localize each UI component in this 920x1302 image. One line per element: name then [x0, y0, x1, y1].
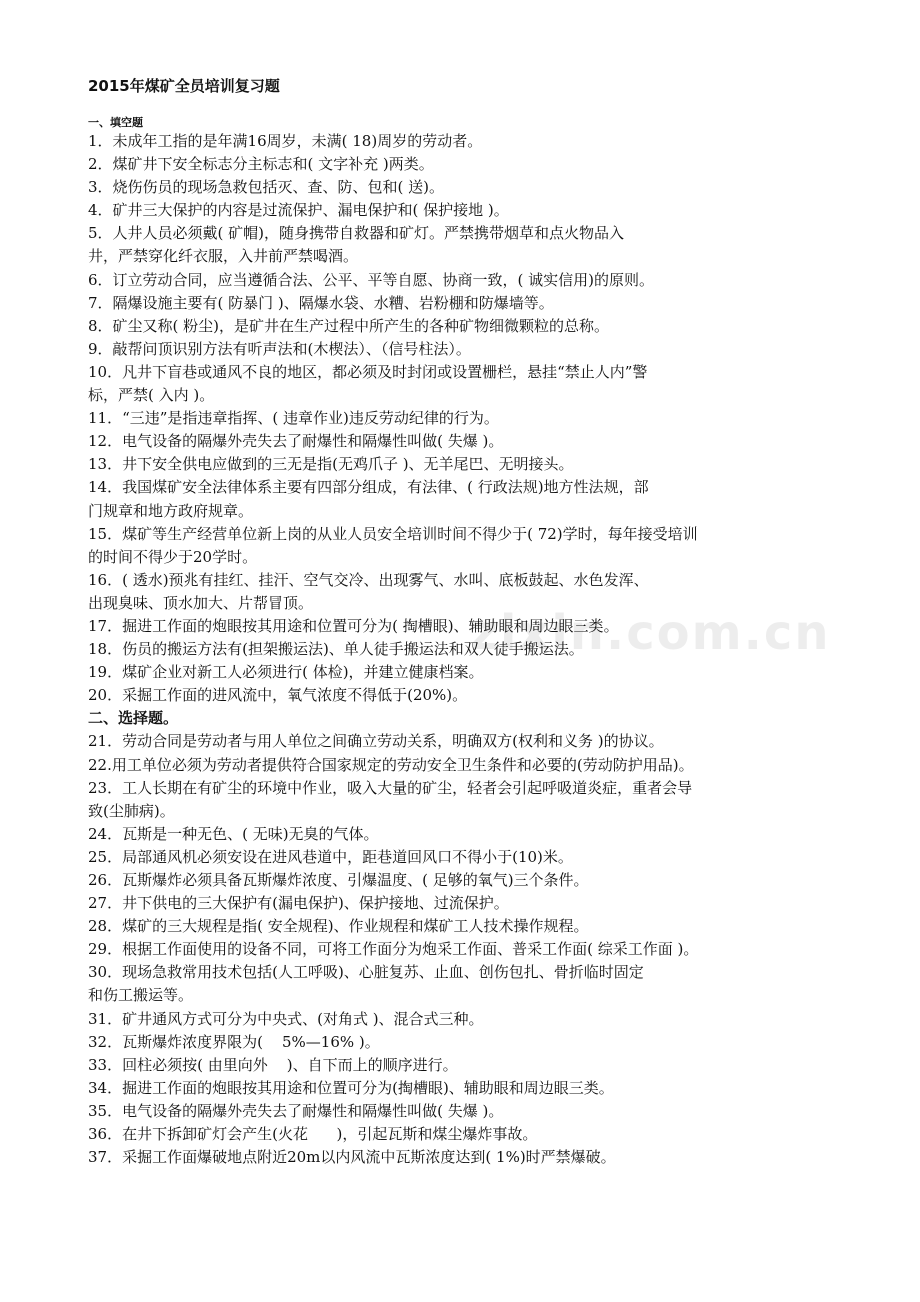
question-line: 的时间不得少于20学时。 — [88, 547, 258, 566]
question-line: 35．电气设备的隔爆外壳失去了耐爆性和隔爆性叫做( 失爆 )。 — [88, 1101, 504, 1120]
question-line: 33．回柱必须按( 由里向外 )、自下而上的顺序进行。 — [88, 1055, 458, 1074]
question-line: 13．井下安全供电应做到的三无是指(无鸡爪子 )、无羊尾巴、无明接头。 — [88, 455, 574, 474]
question-list — [88, 130, 888, 707]
question-line: 井，严禁穿化纤衣服，入井前严禁喝酒。 — [88, 247, 359, 266]
question-line: 25．局部通风机必须安设在进风巷道中，距巷道回风口不得小于(10)米。 — [88, 847, 573, 866]
question-line: 10．凡井下盲巷或通风不良的地区，都必须及时封闭或设置栅栏，悬挂“禁止人内”警 — [88, 362, 648, 381]
question-line: 11．“三违”是指违章指挥、( 违章作业)违反劳动纪律的行为。 — [88, 409, 499, 428]
question-line: 21．劳动合同是劳动者与用人单位之间确立劳动关系，明确双方(权利和义务 )的协议。 — [88, 732, 664, 751]
question-line: 22.用工单位必须为劳动者提供符合国家规定的劳动安全卫生条件和必要的(劳动防护用品)。 — [88, 755, 694, 774]
section-heading: 一、填空题 — [88, 116, 143, 129]
question-line: 7．隔爆设施主要有( 防暴门 )、隔爆水袋、水糟、岩粉棚和防爆墙等。 — [88, 293, 554, 312]
question-line: 2．煤矿井下安全标志分主标志和( 文字补充 )两类。 — [88, 155, 434, 174]
question-line: 31．矿井通风方式可分为中央式、(对角式 )、混合式三种。 — [88, 1009, 484, 1028]
document-page — [88, 74, 888, 1169]
question-line: 16．( 透水)预兆有挂红、挂汗、空气交冷、出现雾气、水叫、底板鼓起、水色发浑、 — [88, 570, 649, 589]
question-line: 26．瓦斯爆炸必须具备瓦斯爆炸浓度、引爆温度、( 足够的氧气)三个条件。 — [88, 871, 589, 889]
question-line: 标，严禁( 入内 )。 — [88, 386, 215, 405]
question-line: 14．我国煤矿安全法律体系主要有四部分组成，有法律、( 行政法规)地方性法规，部 — [88, 478, 649, 497]
question-line: 和伤工搬运等。 — [88, 986, 194, 1005]
watermark: zixin.com.cn — [470, 605, 831, 661]
question-line: 36．在井下拆卸矿灯会产生(火花 )，引起瓦斯和煤尘爆炸事故。 — [88, 1125, 538, 1144]
section-heading: 二、选择题。 — [88, 709, 179, 728]
question-line: 12．电气设备的隔爆外壳失去了耐爆性和隔爆性叫做( 失爆 )。 — [88, 432, 504, 451]
section-choice — [88, 707, 888, 1169]
question-line: 37．采掘工作面爆破地点附近20m以内风流中瓦斯浓度达到( 1%)时严禁爆破。 — [88, 1148, 616, 1167]
question-line: 8．矿尘又称( 粉尘)，是矿井在生产过程中所产生的各种矿物细微颗粒的总称。 — [88, 316, 610, 335]
question-line: 18．伤员的搬运方法有(担架搬运法)、单人徒手搬运法和双人徒手搬运法。 — [88, 640, 584, 659]
question-line: 27．井下供电的三大保护有(漏电保护)、保护接地、过流保护。 — [88, 894, 509, 913]
question-line: 3．烧伤伤员的现场急救包括灭、查、防、包和( 送)。 — [88, 178, 445, 197]
question-line: 28．煤矿的三大规程是指( 安全规程)、作业规程和煤矿工人技术操作规程。 — [88, 917, 589, 936]
question-line: 29．根据工作面使用的设备不同，可将工作面分为炮采工作面、普采工作面( 综采工作面 )。 — [88, 940, 699, 959]
question-line: 34．掘进工作面的炮眼按其用途和位置可分为(掏槽眼)、辅助眼和周边眼三类。 — [88, 1078, 614, 1097]
question-line: 23．工人长期在有矿尘的环境中作业，吸入大量的矿尘，轻者会引起呼吸道炎症，重者会导 — [88, 778, 693, 797]
question-line: 致(尘肺病)。 — [88, 801, 175, 820]
question-line: 19．煤矿企业对新工人必须进行( 体检)，并建立健康档案。 — [88, 663, 484, 682]
spacer — [88, 98, 888, 116]
question-line: 5．人井人员必须戴( 矿帽)，随身携带自救器和矿灯。严禁携带烟草和点火物品入 — [88, 224, 625, 243]
question-line: 20．采掘工作面的进风流中，氧气浓度不得低于(20%)。 — [88, 686, 468, 705]
page-title: 2015年煤矿全员培训复习题 — [88, 77, 280, 95]
question-line: 30．现场急救常用技术包括(人工呼吸)、心脏复苏、止血、创伤包扎、骨折临时固定 — [88, 963, 644, 982]
question-line: 6．订立劳动合同，应当遵循合法、公平、平等自愿、协商一致，( 诚实信用)的原则。 — [88, 270, 655, 289]
question-list — [88, 730, 888, 1169]
question-line: 门规章和地方政府规章。 — [88, 501, 254, 520]
question-line: 15．煤矿等生产经营单位新上岗的从业人员安全培训时间不得少于( 72)学时，每年接受培训 — [88, 524, 698, 543]
question-line: 32．瓦斯爆炸浓度界限为( 5%—16% )。 — [88, 1032, 380, 1051]
question-line: 17．掘进工作面的炮眼按其用途和位置可分为( 掏槽眼)、辅助眼和周边眼三类。 — [88, 616, 619, 635]
question-line: 4．矿井三大保护的内容是过流保护、漏电保护和( 保护接地 )。 — [88, 201, 509, 220]
question-line: 9．敲帮问顶识别方法有听声法和(木楔法）、（信号柱法）。 — [88, 339, 471, 358]
section-fill-blank — [88, 116, 888, 707]
question-line: 1．未成年工指的是年满16周岁，未满( 18)周岁的劳动者。 — [88, 132, 483, 150]
question-line: 出现臭味、顶水加大、片帮冒顶。 — [88, 593, 314, 612]
question-line: 24．瓦斯是一种无色、( 无味)无臭的气体。 — [88, 824, 379, 843]
